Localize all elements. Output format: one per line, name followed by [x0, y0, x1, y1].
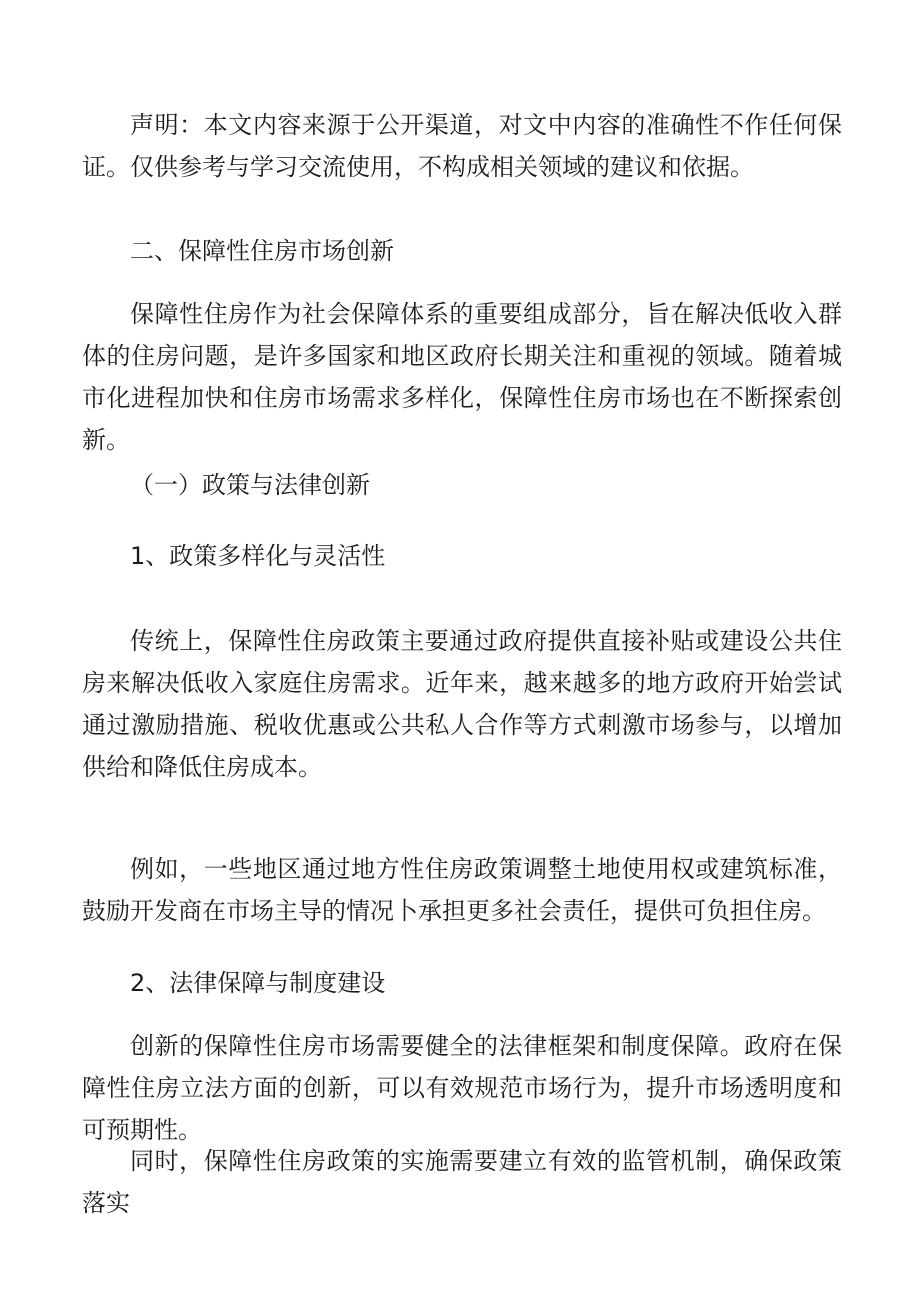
- item2-paragraph-1: 创新的保障性住房市场需要健全的法律框架和制度保障。政府在保障性住房立法方面的创新，可以有效规范市场行为，提升市场透明度和可预期性。: [82, 1032, 842, 1144]
- subsection-heading: （一）政策与法律创新: [130, 471, 370, 499]
- disclaimer-paragraph: 声明：本文内容来源于公开渠道，对文中内容的准确性不作任何保证。仅供参考与学习交流使用，不构成相关领域的建议和依据。: [82, 111, 842, 181]
- item1-paragraph-2: 例如，一些地区通过地方性住房政策调整土地使用权或建筑标准，鼓励开发商在市场主导的情况卜承担更多社会责任，提供可负担住房。: [82, 855, 842, 925]
- item1-paragraph-1: 传统上，保障性住房政策主要通过政府提供直接补贴或建设公共住房来解决低收入家庭住房需求。近年来，越来越多的地方政府开始尝试通过激励措施、税收优惠或公共私人合作等方式刺激市场参与，以增加供给和降低住房成本。: [82, 627, 842, 781]
- item1-heading: 1、政策多样化与灵活性: [130, 542, 386, 570]
- intro-paragraph: 保障性住房作为社会保障体系的重要组成部分，旨在解决低收入群体的住房问题，是许多国家和地区政府长期关注和重视的领域。随着城市化进程加快和住房市场需求多样化，保障性住房市场也在不断探索创新。: [82, 300, 842, 454]
- section-heading: 二、保障性住房市场创新: [130, 237, 394, 265]
- item2-heading: 2、法律保障与制度建设: [130, 969, 386, 997]
- item2-paragraph-2: 同时，保障性住房政策的实施需要建立有效的监管机制，确保政策落实: [82, 1147, 842, 1217]
